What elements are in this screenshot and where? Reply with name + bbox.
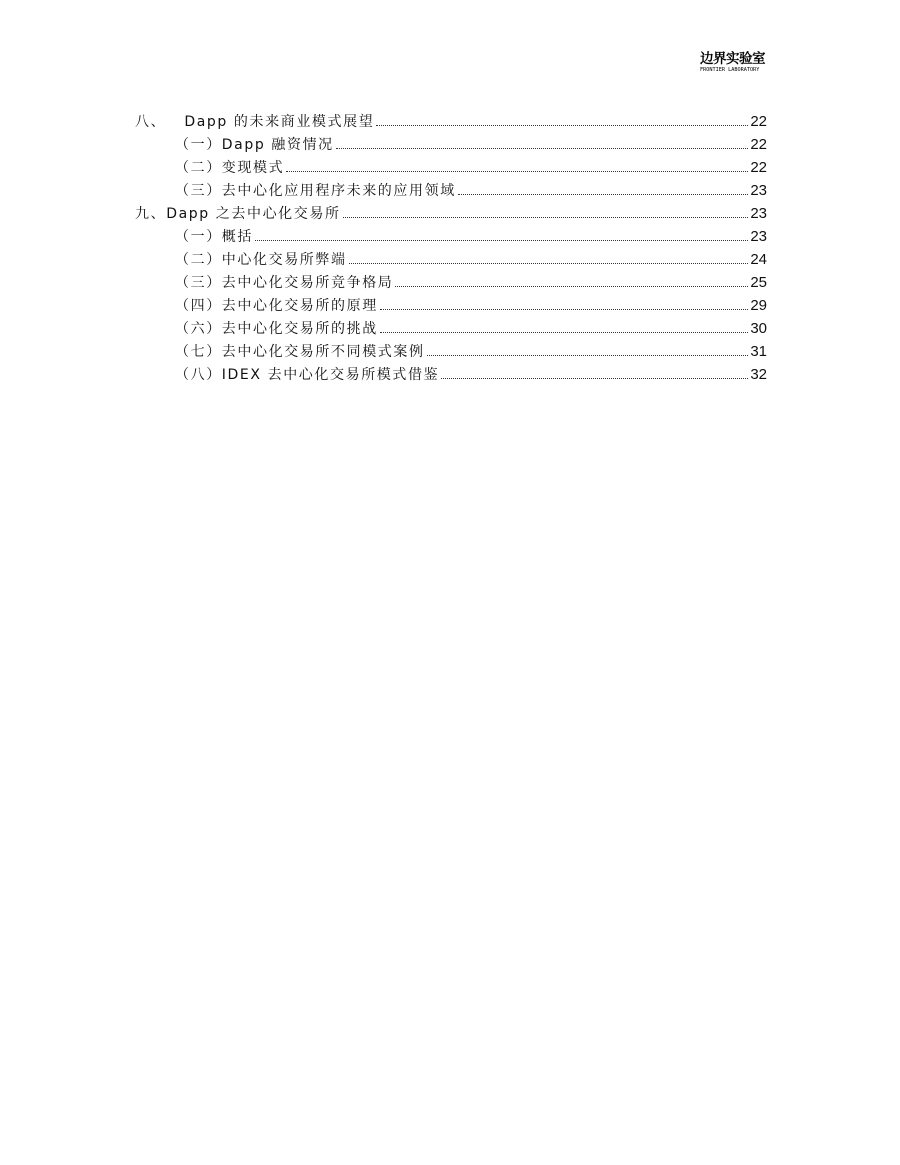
toc-entry[interactable] bbox=[135, 246, 767, 269]
table-of-contents bbox=[135, 108, 767, 384]
toc-entry-page: 23 bbox=[750, 182, 767, 199]
toc-entry-page: 30 bbox=[750, 320, 767, 337]
toc-entry-label: 八、 Dapp 的未来商业模式展望 bbox=[135, 114, 375, 130]
toc-entry[interactable] bbox=[135, 315, 767, 338]
frontier-lab-logo bbox=[700, 52, 768, 76]
toc-dot-leader bbox=[395, 285, 748, 287]
toc-dot-leader bbox=[286, 170, 748, 172]
toc-entry-page: 22 bbox=[750, 159, 767, 176]
toc-entry-label: （一）Dapp 融资情况 bbox=[175, 137, 334, 153]
toc-entry[interactable] bbox=[135, 154, 767, 177]
toc-entry[interactable] bbox=[135, 108, 767, 131]
toc-entry-label: （八）IDEX 去中心化交易所模式借鉴 bbox=[175, 367, 440, 383]
toc-dot-leader bbox=[349, 262, 749, 264]
toc-dot-leader bbox=[255, 239, 748, 241]
toc-entry-label: 九、Dapp 之去中心化交易所 bbox=[135, 206, 341, 222]
toc-dot-leader bbox=[376, 124, 748, 126]
toc-entry-label: （一）概括 bbox=[175, 229, 253, 245]
logo-title: 边界实验室 bbox=[700, 51, 765, 67]
toc-dot-leader bbox=[343, 216, 749, 218]
toc-entry-page: 32 bbox=[750, 366, 767, 383]
toc-dot-leader bbox=[380, 331, 749, 333]
toc-entry-label: （二）中心化交易所弊端 bbox=[175, 252, 347, 268]
toc-entry[interactable] bbox=[135, 177, 767, 200]
toc-entry-label: （二）变现模式 bbox=[175, 160, 285, 176]
toc-entry-page: 23 bbox=[750, 205, 767, 222]
toc-entry-page: 31 bbox=[750, 343, 767, 360]
toc-dot-leader bbox=[380, 308, 749, 310]
toc-entry-page: 24 bbox=[750, 251, 767, 268]
toc-dot-leader bbox=[458, 193, 749, 195]
toc-dot-leader bbox=[441, 377, 748, 379]
toc-entry-page: 29 bbox=[750, 297, 767, 314]
logo-subtitle: FRONTIER LABORATORY bbox=[700, 67, 760, 73]
toc-entry-label: （四）去中心化交易所的原理 bbox=[175, 298, 378, 314]
toc-entry-label: （三）去中心化应用程序未来的应用领域 bbox=[175, 183, 456, 199]
toc-entry[interactable] bbox=[135, 361, 767, 384]
toc-entry-page: 22 bbox=[750, 113, 767, 130]
toc-entry[interactable] bbox=[135, 269, 767, 292]
toc-dot-leader bbox=[427, 354, 749, 356]
toc-entry[interactable] bbox=[135, 338, 767, 361]
toc-entry-label: （六）去中心化交易所的挑战 bbox=[175, 321, 378, 337]
toc-entry-label: （三）去中心化交易所竞争格局 bbox=[175, 275, 394, 291]
toc-entry[interactable] bbox=[135, 200, 767, 223]
toc-entry-label: （七）去中心化交易所不同模式案例 bbox=[175, 344, 425, 360]
toc-entry[interactable] bbox=[135, 131, 767, 154]
toc-entry-page: 23 bbox=[750, 228, 767, 245]
toc-entry[interactable] bbox=[135, 223, 767, 246]
toc-entry[interactable] bbox=[135, 292, 767, 315]
toc-dot-leader bbox=[336, 147, 749, 149]
toc-entry-page: 22 bbox=[750, 136, 767, 153]
toc-entry-page: 25 bbox=[750, 274, 767, 291]
